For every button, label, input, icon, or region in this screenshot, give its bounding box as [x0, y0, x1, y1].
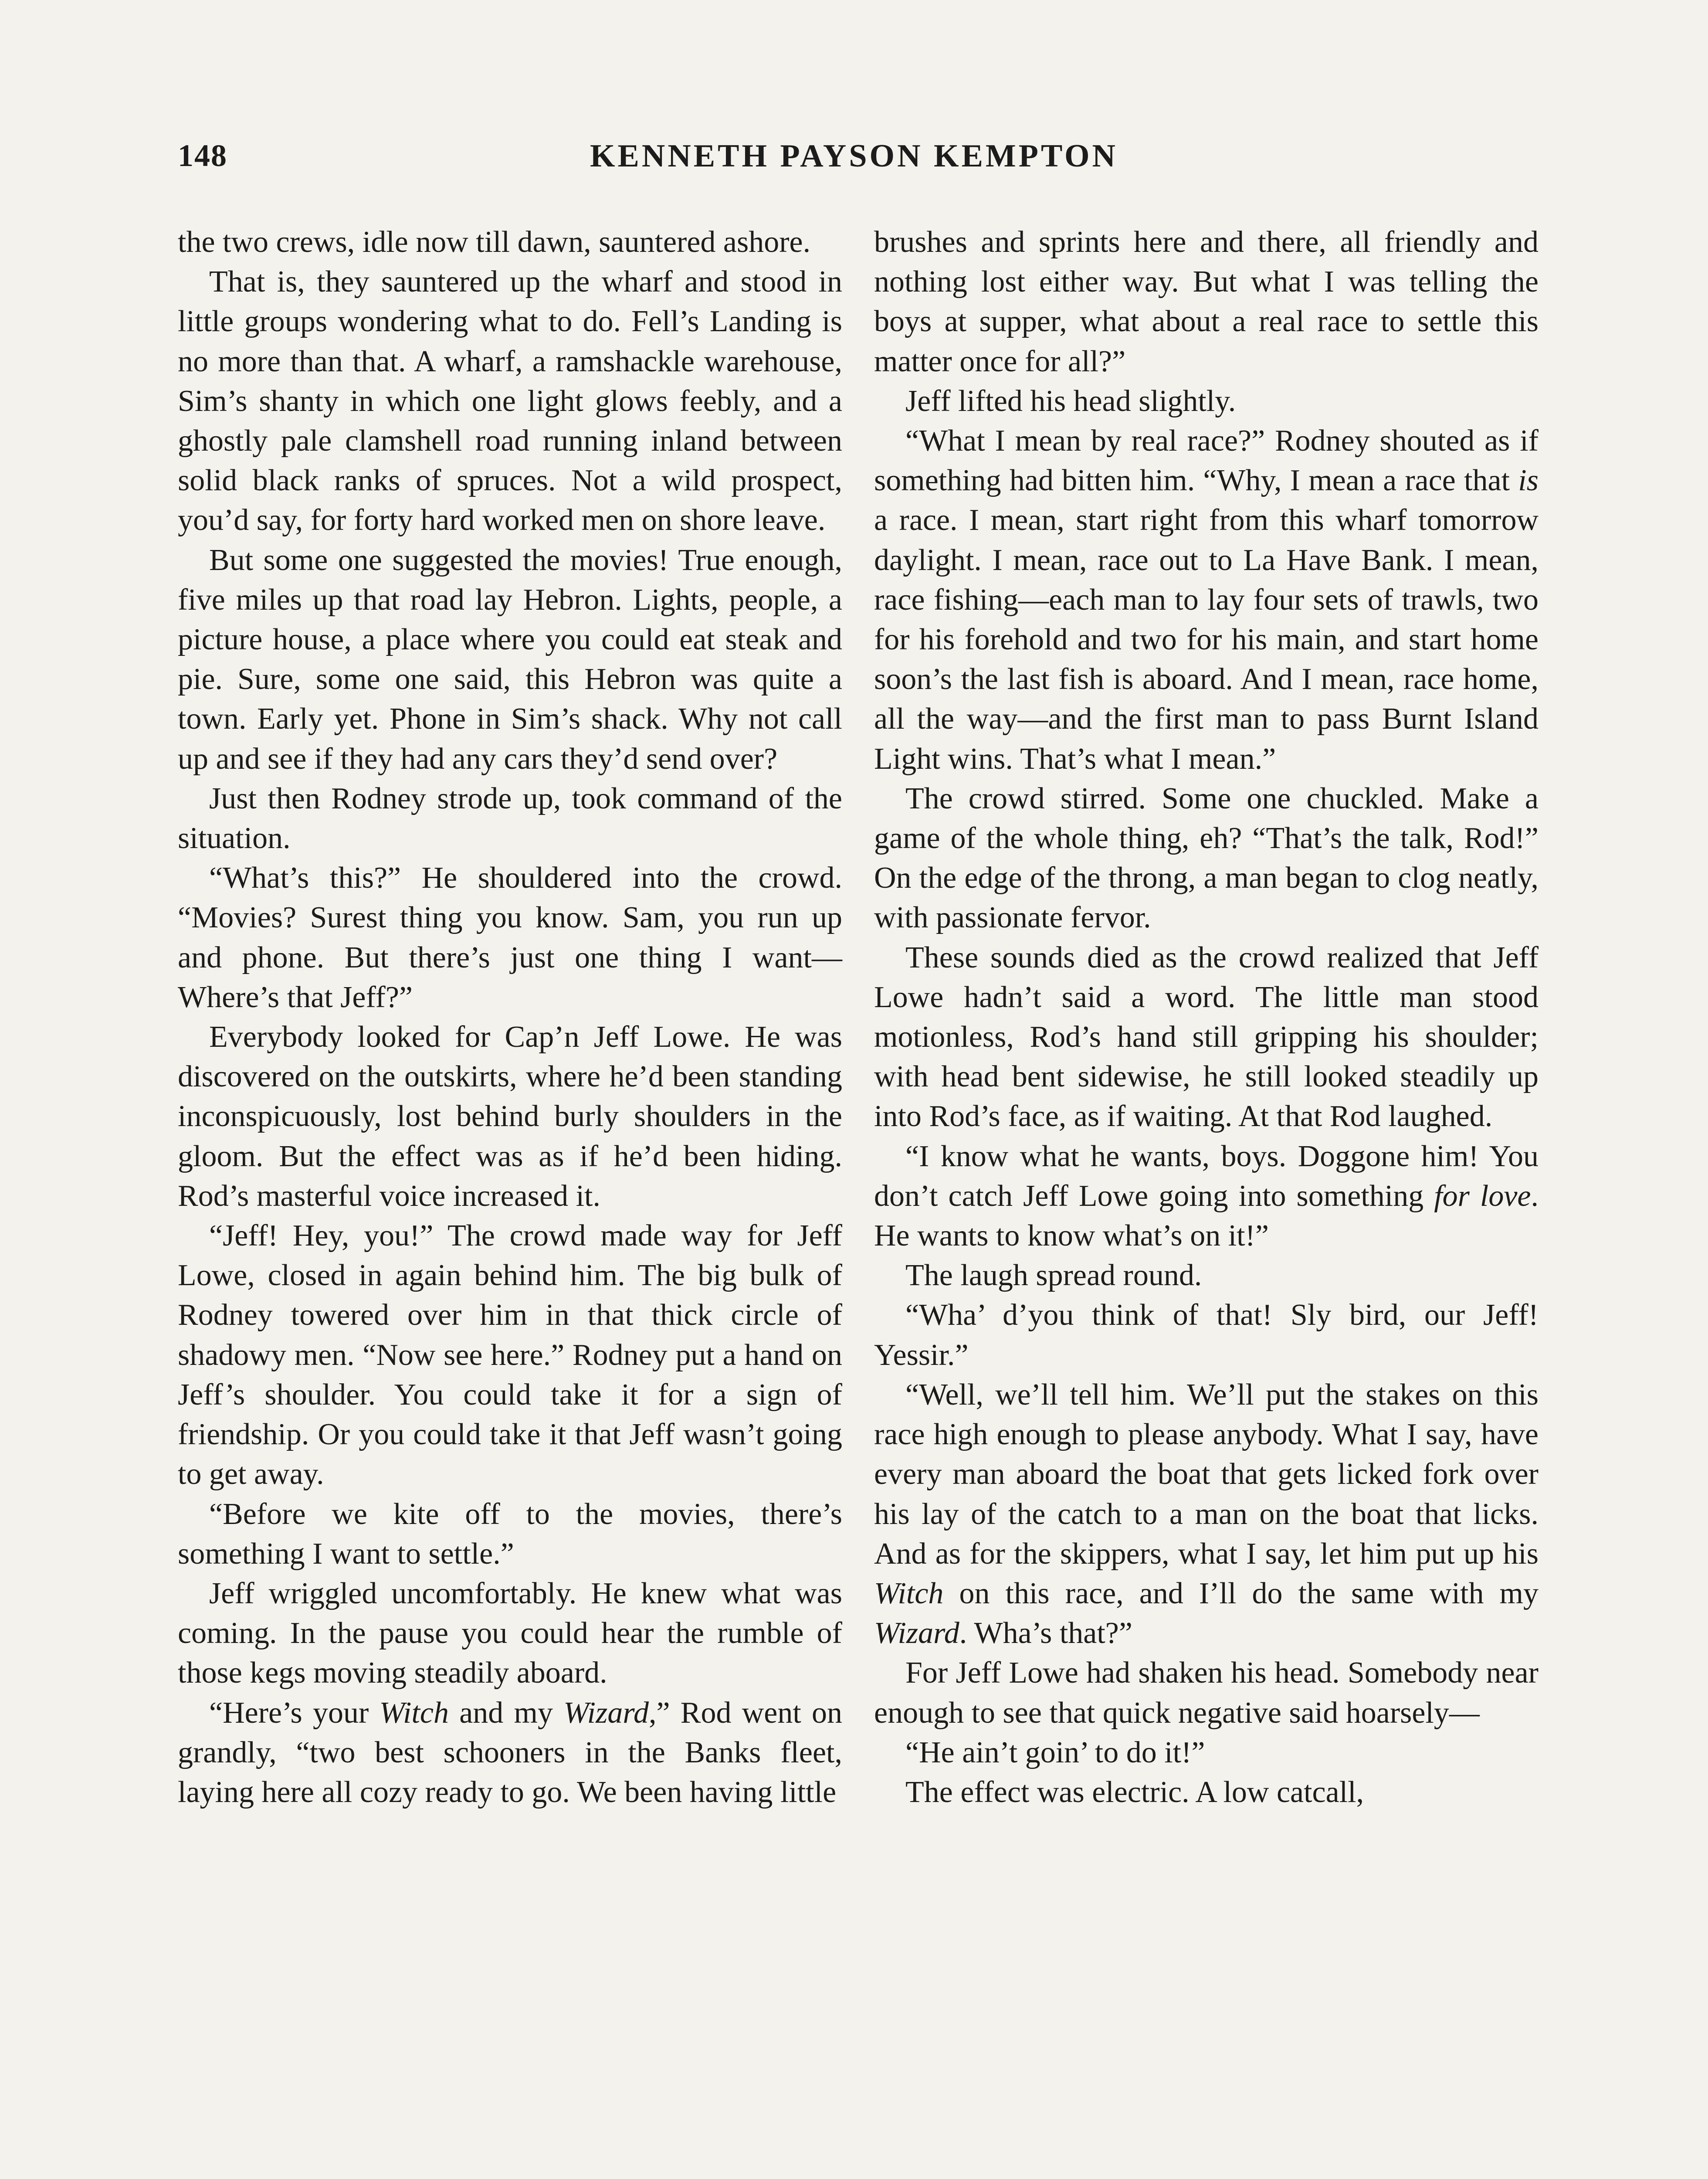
paragraph [178, 1574, 842, 1693]
text-run: “Here’s your [209, 1696, 380, 1730]
running-head: KENNETH PAYSON KEMPTON [590, 138, 1118, 174]
text-run: The effect was electric. A low catcall, [905, 1775, 1364, 1809]
text-run: “What I mean by real race?” Rodney shouted as if something had bitten him. “Why, I mean a race that [874, 424, 1539, 498]
paragraph [178, 1693, 842, 1812]
paragraph [178, 1494, 842, 1574]
page-number: 148 [178, 138, 227, 173]
italic-text: for love [1434, 1179, 1531, 1213]
text-run: These sounds died as the crowd realized that Jeff Lowe hadn’t said a word. The little man stood motionless, Rod’s hand still gripping his shoulder; with head bent sidewise, he still looked steadily up into Rod’s face, as if waiting. At that Rod laughed. [874, 940, 1539, 1134]
text-run: The laugh spread round. [905, 1259, 1202, 1293]
left-text-column [178, 222, 842, 1812]
text-run: and my [448, 1696, 564, 1730]
paragraph [178, 1216, 842, 1494]
text-run: “Well, we’ll tell him. We’ll put the stakes on this race high enough to please anybody. What I say, have every man aboard the boat that gets licked fork over his lay of the catch to a man on the boat that licks. And as for the skippers, what I say, let him put up his [874, 1378, 1539, 1571]
text-run: on this race, and I’ll do the same with my [943, 1576, 1539, 1610]
paragraph [178, 1017, 842, 1216]
text-run: the two crews, idle now till dawn, sauntered ashore. [178, 225, 811, 259]
italic-text: Witch [379, 1696, 449, 1730]
paragraph [874, 381, 1539, 421]
paragraph [874, 938, 1539, 1137]
paragraph [874, 1295, 1539, 1375]
italic-text: Wizard [563, 1696, 649, 1730]
paragraph [874, 1375, 1539, 1653]
paragraph [178, 262, 842, 540]
italic-text: Witch [874, 1576, 944, 1610]
text-run: Everybody looked for Cap’n Jeff Lowe. He was discovered on the outskirts, where he’d been standing inconspicuously, lost behind burly shoulders in the gloom. But the effect was as if he’d been hiding. Rod’s masterful voice increased it. [178, 1020, 842, 1213]
paragraph [874, 421, 1539, 779]
text-run: a race. I mean, start right from this wharf tomorrow daylight. I mean, race out to La Have Bank. I mean, race fishing—each man to lay four sets of trawls, two for his forehold and two for his main, and start home soon’s the last fish is aboard. And I mean, race home, all the way—and the first man to pass Burnt Island Light wins. That’s what I mean.” [874, 503, 1539, 776]
paragraph [874, 222, 1539, 381]
paragraph [178, 858, 842, 1017]
paragraph [874, 1733, 1539, 1772]
text-run: Jeff lifted his head slightly. [905, 384, 1236, 418]
italic-text: Wizard [874, 1616, 959, 1650]
text-run: “I know what he wants, boys. Doggone him! You don’t catch Jeff Lowe going into something [874, 1139, 1539, 1213]
paragraph [178, 779, 842, 858]
paragraph [874, 1256, 1539, 1295]
text-run: “Before we kite off to the movies, there’s something I want to settle.” [178, 1497, 842, 1571]
text-run: “Jeff! Hey, you!” The crowd made way for Jeff Lowe, closed in again behind him. The big bulk of Rodney towered over him in that thick circle of shadowy men. “Now see here.” Rodney put a hand on Jeff’s shoulder. You could take it for a sign of friendship. Or you could take it that Jeff wasn’t going to get away. [178, 1219, 842, 1491]
text-run: For Jeff Lowe had shaken his head. Somebody near enough to see that quick negative said hoarsely— [874, 1656, 1539, 1730]
text-run: Just then Rodney strode up, took command of the situation. [178, 781, 842, 855]
text-run: “What’s this?” He shouldered into the crowd. “Movies? Surest thing you know. Sam, you run up and phone. But there’s just one thing I want—Where’s that Jeff?” [178, 861, 842, 1014]
text-run: . Wha’s that?” [959, 1616, 1132, 1650]
text-run: But some one suggested the movies! True enough, five miles up that road lay Hebron. Lights, people, a picture house, a place where you could eat steak and pie. Sure, some one said, this Hebron was quite a town. Early yet. Phone in Sim’s shack. Why not call up and see if they had any cars they’d send over? [178, 543, 842, 776]
paragraph [874, 1137, 1539, 1256]
right-text-column [874, 222, 1539, 1812]
paragraph [874, 1772, 1539, 1812]
text-run: That is, they sauntered up the wharf and stood in little groups wondering what to do. Fell’s Landing is no more than that. A wharf, a ramshackle warehouse, Sim’s shanty in which one light glows feebly, and a ghostly pale clamshell road running inland between solid black ranks of spruces. Not a wild prospect, you’d say, for forty hard worked men on shore leave. [178, 265, 842, 537]
paragraph [178, 222, 842, 262]
paragraph [178, 540, 842, 779]
text-run: . He wants to know what’s on it!” [874, 1179, 1539, 1253]
text-run: ,” Rod went on grandly, “two best schooners in the Banks fleet, laying here all cozy ready to go. We been having little [178, 1696, 842, 1809]
paragraph [874, 779, 1539, 938]
text-run: “Wha’ d’you think of that! Sly bird, our Jeff! Yessir.” [874, 1298, 1539, 1372]
italic-text: is [1518, 464, 1539, 498]
paragraph [874, 1653, 1539, 1732]
text-run: Jeff wriggled uncomfortably. He knew what was coming. In the pause you could hear the rumble of those kegs moving steadily aboard. [178, 1576, 842, 1690]
text-run: “He ain’t goin’ to do it!” [905, 1735, 1205, 1769]
text-run: The crowd stirred. Some one chuckled. Make a game of the whole thing, eh? “That’s the talk, Rod!” On the edge of the throng, a man began to clog neatly, with passionate fervor. [874, 781, 1539, 935]
text-run: brushes and sprints here and there, all friendly and nothing lost either way. But what I was telling the boys at supper, what about a real race to settle this matter once for all?” [874, 225, 1539, 378]
page-header [178, 138, 1530, 186]
